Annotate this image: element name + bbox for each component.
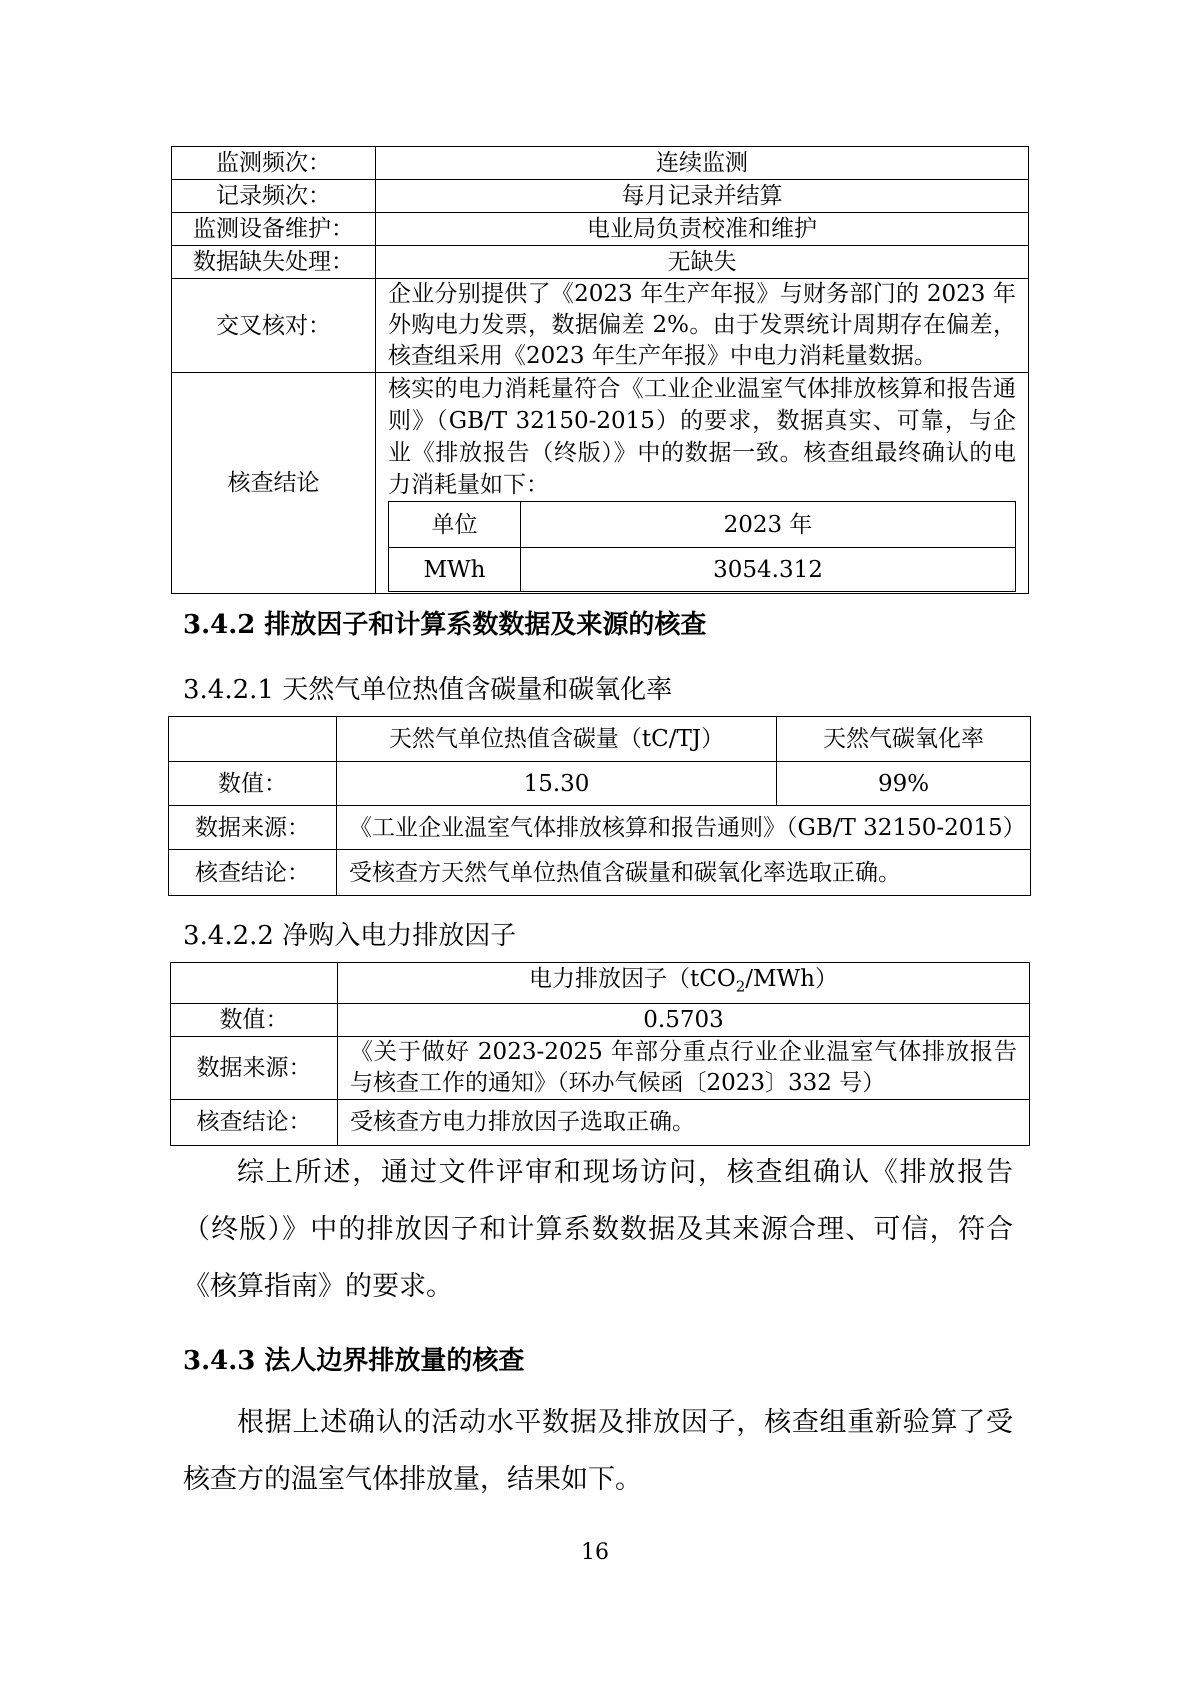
source-label: 数据来源： [171, 1036, 338, 1099]
conclusion-text: 受核查方电力排放因子选取正确。 [338, 1099, 1030, 1145]
unit-header: 单位 [389, 502, 521, 548]
row-label: 监测设备维护： [172, 213, 376, 246]
section-heading-3-4-2-2: 3.4.2.2 净购入电力排放因子 [183, 921, 517, 951]
electricity-factor-table [170, 962, 1030, 1146]
conclusion-text: 核实的电力消耗量符合《工业企业温室气体排放核算和报告通则》（GB/T 32150-2015）的要求，数据真实、可靠，与企业《排放报告（终版）》中的数据一致。核查组最终确认的电力消耗量如下： [388, 376, 1016, 498]
year-header: 2023 年 [521, 502, 1016, 548]
carbon-content-header: 天然气单位热值含碳量（tC/TJ） [337, 717, 777, 762]
conclusion-text: 受核查方天然气单位热值含碳量和碳氧化率选取正确。 [337, 850, 1031, 896]
conclusion-label: 核查结论： [171, 1099, 338, 1145]
oxidation-rate-value: 99% [777, 762, 1031, 806]
oxidation-rate-header: 天然气碳氧化率 [777, 717, 1031, 762]
monitoring-table [171, 146, 1029, 594]
row-label: 数据缺失处理： [172, 246, 376, 279]
natural-gas-factor-table [168, 716, 1031, 896]
cross-check-text: 企业分别提供了《2023 年生产年报》与财务部门的 2023 年外购电力发票，数据偏差 2%。由于发票统计周期存在偏差，核查组采用《2023 年生产年报》中电力消耗量数据。 [376, 279, 1029, 373]
source-label: 数据来源： [169, 806, 337, 850]
electricity-consumption-table [388, 501, 1016, 592]
source-text: 《工业企业温室气体排放核算和报告通则》（GB/T 32150-2015） [337, 806, 1031, 850]
row-label: 记录频次： [172, 180, 376, 213]
row-label: 监测频次： [172, 147, 376, 180]
section-heading-3-4-2: 3.4.2 排放因子和计算系数数据及来源的核查 [183, 610, 707, 640]
section-3-4-3-paragraph: 根据上述确认的活动水平数据及排放因子，核查组重新验算了受核查方的温室气体排放量，结果如下。 [183, 1407, 1013, 1495]
section-heading-3-4-2-1: 3.4.2.1 天然气单位热值含碳量和碳氧化率 [183, 675, 673, 705]
conclusion-cell [376, 373, 1029, 594]
carbon-content-value: 15.30 [337, 762, 777, 806]
emission-factor-value: 0.5703 [338, 1003, 1030, 1036]
section-heading-3-4-3: 3.4.3 法人边界排放量的核查 [183, 1346, 525, 1376]
summary-paragraph: 综上所述，通过文件评审和现场访问，核查组确认《排放报告（终版）》中的排放因子和计算系数数据及其来源合理、可信，符合《核算指南》的要求。 [183, 1157, 1013, 1302]
unit-value: MWh [389, 548, 521, 592]
row-value: 连续监测 [376, 147, 1029, 180]
row-value: 无缺失 [376, 246, 1029, 279]
page-number: 16 [581, 1540, 609, 1565]
consumption-value: 3054.312 [521, 548, 1016, 592]
conclusion-label: 核查结论 [172, 373, 376, 594]
value-label: 数值： [169, 762, 337, 806]
conclusion-label: 核查结论： [169, 850, 337, 896]
row-value: 每月记录并结算 [376, 180, 1029, 213]
row-value: 电业局负责校准和维护 [376, 213, 1029, 246]
empty-header-cell [169, 717, 337, 762]
value-label: 数值： [171, 1003, 338, 1036]
source-text: 《关于做好 2023-2025 年部分重点行业企业温室气体排放报告与核查工作的通知》（环办气候函〔2023〕332 号） [338, 1036, 1030, 1099]
emission-factor-header: 电力排放因子（tCO$_2$/MWh） [338, 963, 1030, 1004]
cross-check-label: 交叉核对： [172, 279, 376, 373]
empty-header-cell [171, 963, 338, 1004]
